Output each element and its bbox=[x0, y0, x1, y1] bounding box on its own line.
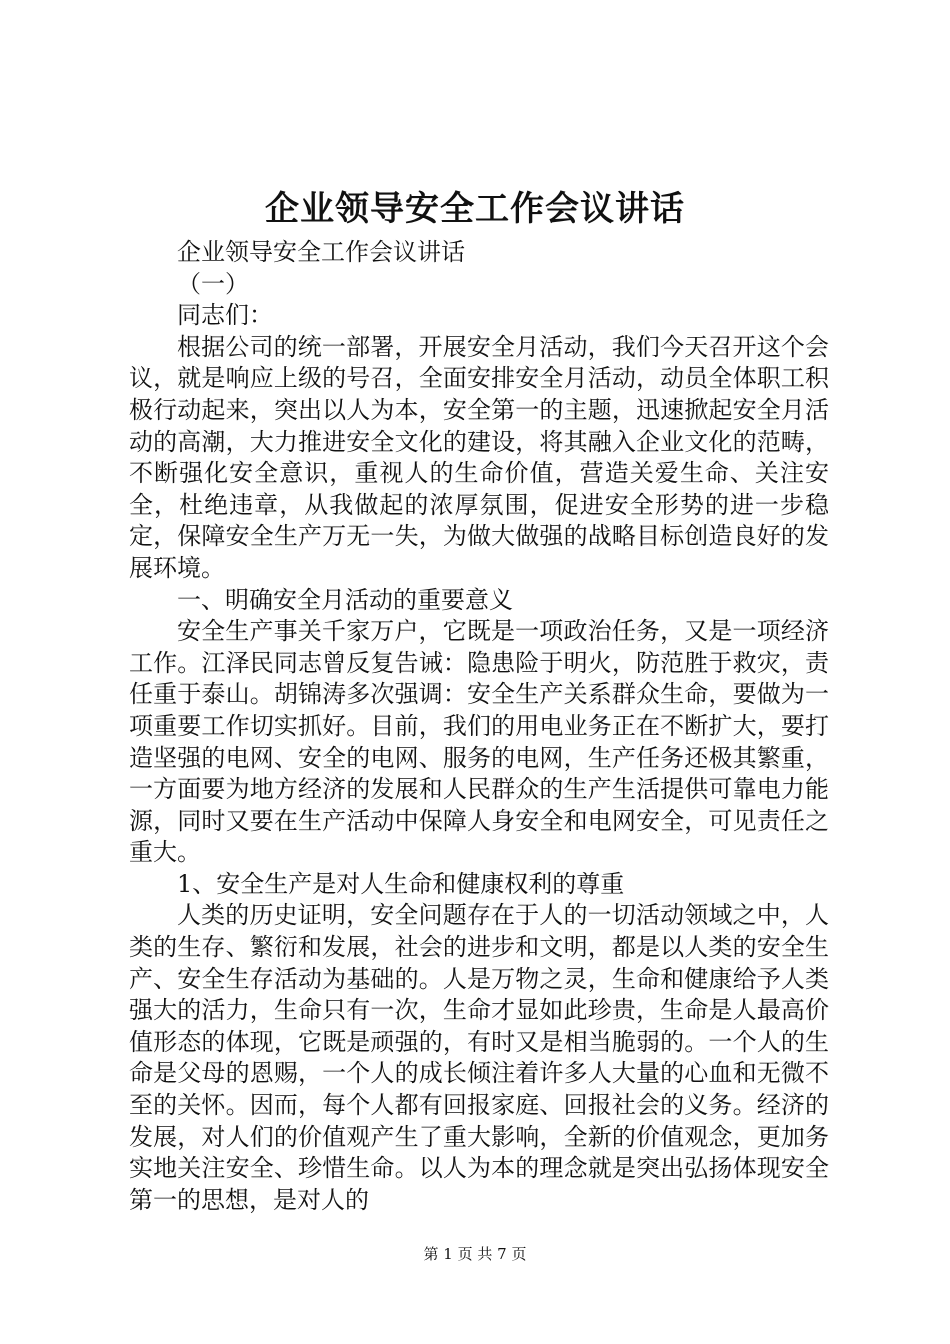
salutation-paragraph: 同志们： bbox=[177, 301, 273, 330]
heading-paragraph: 一、明确安全月活动的重要意义 bbox=[177, 585, 513, 614]
body-paragraph: 根据公司的统一部署，开展安全月活动，我们今天召开这个会议，就是响应上级的号召，全面安排安全月活动，动员全体职工积极行动起来，突出以人为本，安全第一的主题，迅速掀起安全月活动的高潮，大力推进安全文化的建设，将其融入企业文化的范畴，不断强化安全意识，重视人的生命价值，营造关爱生命、关注安全，杜绝违章，从我做起的浓厚氛围，促进安全形势的进一步稳定，保障安全生产万无一失，为做大做强的战略目标创造良好的发展环境。 bbox=[129, 332, 829, 582]
document-body bbox=[129, 237, 829, 1216]
section-number-paragraph: （一） bbox=[177, 269, 249, 298]
body-paragraph: 安全生产事关千家万户，它既是一项政治任务，又是一项经济工作。江泽民同志曾反复告诫：隐患险于明火，防范胜于救灾，责任重于泰山。胡锦涛多次强调：安全生产关系群众生命，要做为一项重要工作切实抓好。目前，我们的用电业务正在不断扩大，要打造坚强的电网、安全的电网、服务的电网，生产任务还极其繁重，一方面要为地方经济的发展和人民群众的生产生活提供可靠电力能源，同时又要在生产活动中保障人身安全和电网安全，可见责任之重大。 bbox=[129, 617, 829, 867]
page-number-footer: 第 1 页 共 7 页 bbox=[423, 1245, 527, 1263]
document-title: 企业领导安全工作会议讲话 bbox=[265, 189, 685, 229]
subtitle-paragraph: 企业领导安全工作会议讲话 bbox=[177, 238, 465, 266]
body-paragraph: 人类的历史证明，安全问题存在于人的一切活动领域之中，人类的生存、繁衍和发展，社会的进步和文明，都是以人类的安全生产、安全生存活动为基础的。人是万物之灵，生命和健康给予人类强大的活力，生命只有一次，生命才显如此珍贵，生命是人最高价值形态的体现，它既是顽强的，有时又是相当脆弱的。一个人的生命是父母的恩赐，一个人的成长倾注着许多人大量的心血和无微不至的关怀。因而，每个人都有回报家庭、回报社会的义务。经济的发展，对人们的价值观产生了重大影响，全新的价值观念，更加务实地关注安全、珍惜生命。以人为本的理念就是突出弘扬体现安全第一的思想，是对人的 bbox=[129, 901, 829, 1214]
heading-paragraph: 1、安全生产是对人生命和健康权利的尊重 bbox=[177, 869, 625, 898]
